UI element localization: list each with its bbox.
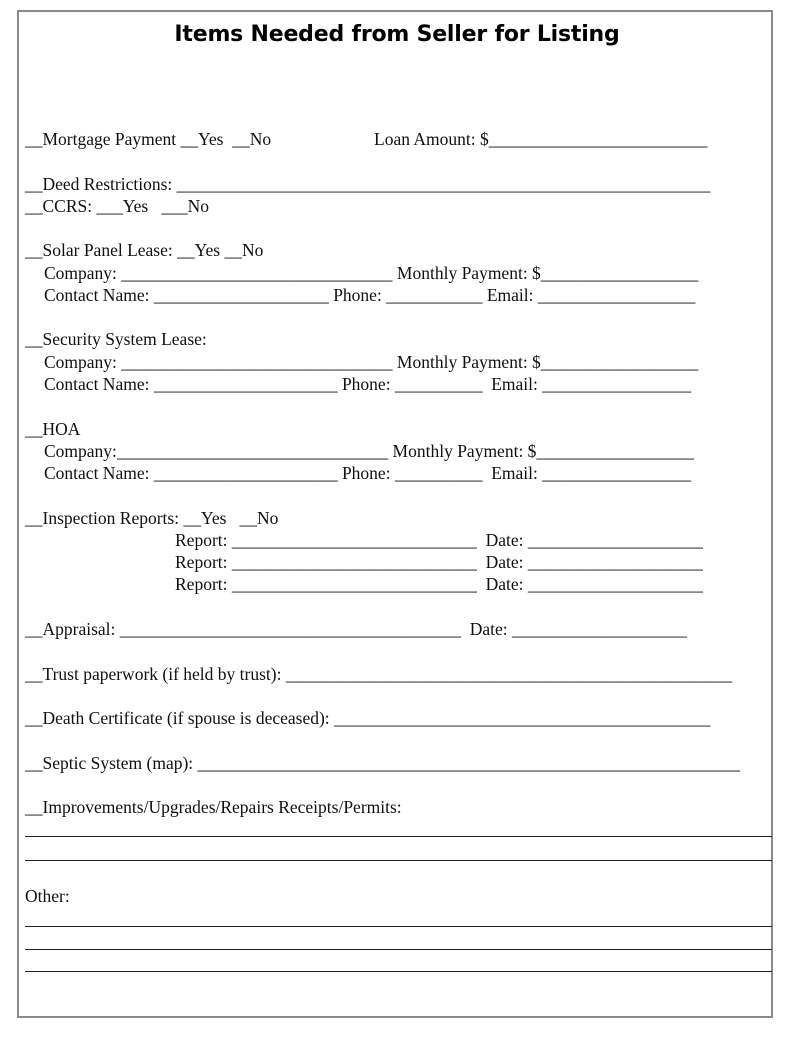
improvements-rule-1 — [25, 836, 772, 837]
death-certificate-line: __Death Certificate (if spouse is deceased): ___________________________________________ — [25, 708, 711, 728]
mortgage-payment-line: __Mortgage Payment __Yes __No — [25, 129, 272, 149]
septic-system-line: __Septic System (map): ______________________________________________________________ — [25, 753, 741, 773]
improvements-rule-2 — [25, 860, 772, 861]
other-rule-2 — [25, 949, 772, 950]
improvements-header: __Improvements/Upgrades/Repairs Receipts/Permits: — [25, 797, 402, 817]
deed-restrictions-line: __Deed Restrictions: _____________________________________________________________ — [25, 174, 711, 194]
other-rule-3 — [25, 971, 772, 972]
loan-amount-line: Loan Amount: $_________________________ — [374, 129, 708, 149]
solar-lease-header: __Solar Panel Lease: __Yes __No — [25, 240, 264, 260]
appraisal-line: __Appraisal: _______________________________________ Date: ____________________ — [25, 619, 688, 639]
security-company-line: Company: _______________________________ Monthly Payment: $__________________ — [44, 352, 699, 372]
solar-contact-line: Contact Name: ____________________ Phone: ___________ Email: __________________ — [44, 285, 696, 305]
hoa-header: __HOA — [25, 419, 81, 439]
inspection-report-3: Report: ____________________________ Date: ____________________ — [175, 574, 703, 594]
other-label: Other: — [25, 886, 70, 906]
solar-company-line: Company: _______________________________ Monthly Payment: $__________________ — [44, 263, 699, 283]
hoa-contact-line: Contact Name: _____________________ Phone: __________ Email: _________________ — [44, 463, 691, 483]
hoa-company-line: Company:_______________________________ Monthly Payment: $__________________ — [44, 441, 694, 461]
trust-line: __Trust paperwork (if held by trust): ___________________________________________________ — [25, 664, 733, 684]
security-lease-header: __Security System Lease: — [25, 329, 207, 349]
other-rule-1 — [25, 926, 772, 927]
inspection-report-2: Report: ____________________________ Date: ____________________ — [175, 552, 703, 572]
document-title: Items Needed from Seller for Listing — [174, 22, 620, 47]
ccrs-line: __CCRS: ___Yes ___No — [25, 196, 209, 216]
inspection-header: __Inspection Reports: __Yes __No — [25, 508, 279, 528]
inspection-report-1: Report: ____________________________ Date: ____________________ — [175, 530, 703, 550]
security-contact-line: Contact Name: _____________________ Phone: __________ Email: _________________ — [44, 374, 691, 394]
